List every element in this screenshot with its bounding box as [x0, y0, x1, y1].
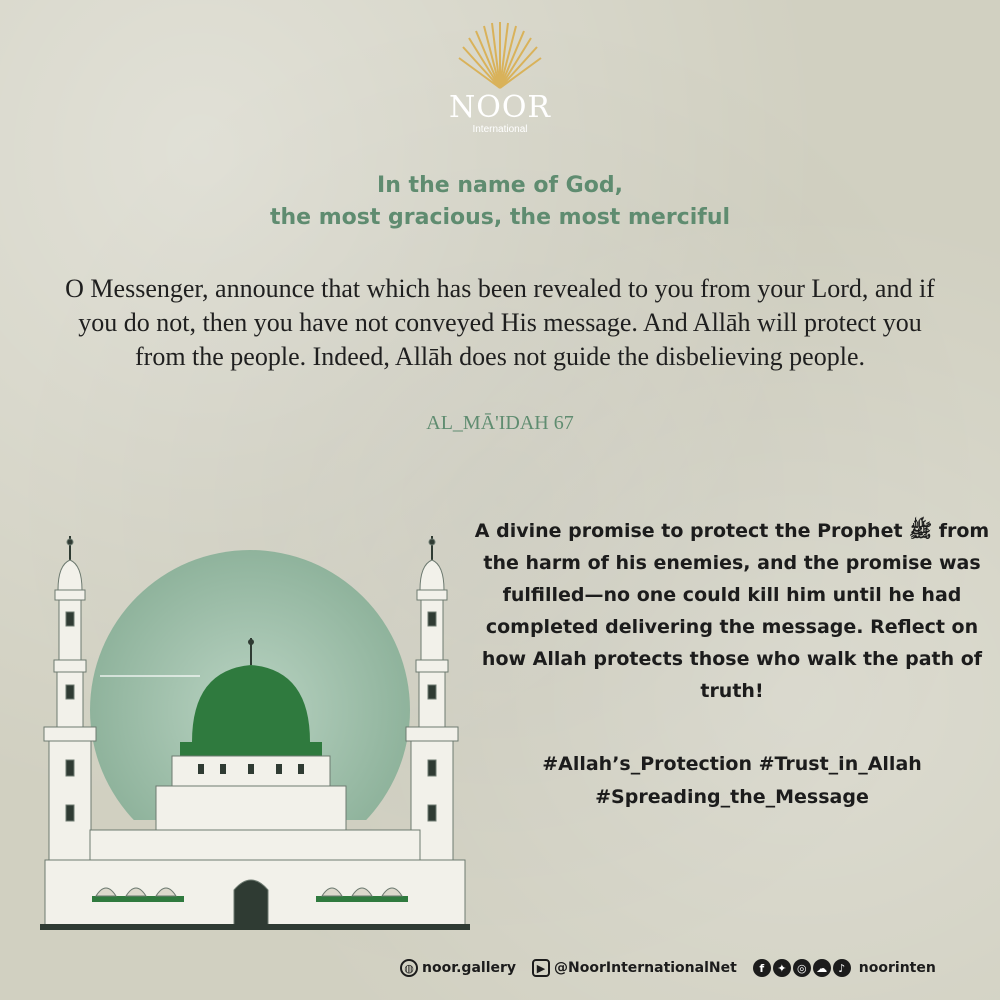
youtube-icon: ▶: [532, 959, 550, 977]
bismillah-line-2: the most gracious, the most merciful: [269, 205, 731, 230]
verse-reference: AL_MĀ'IDAH 67: [426, 412, 574, 434]
footer-social: [400, 954, 960, 982]
noor-logo: [430, 18, 570, 153]
hashtag-line-2: #Spreading_the_Message: [595, 786, 869, 808]
facebook-icon[interactable]: f: [753, 959, 771, 977]
youtube-link[interactable]: [532, 959, 737, 977]
brand-name: NOOR: [448, 90, 552, 125]
bismillah-line-1: In the name of God,: [377, 173, 623, 198]
brand-subtitle: International: [472, 124, 528, 135]
globe-icon: ◍: [400, 959, 418, 977]
hashtags: [462, 748, 1000, 814]
tiktok-icon[interactable]: ♪: [833, 959, 851, 977]
twitter-icon[interactable]: ✦: [773, 959, 791, 977]
instagram-icon[interactable]: ◎: [793, 959, 811, 977]
cloud-icon[interactable]: ☁: [813, 959, 831, 977]
social-handle: noorinten: [858, 960, 936, 976]
hashtag-line-1: #Allah’s_Protection #Trust_in_Allah: [542, 753, 922, 775]
right-minaret: [406, 536, 458, 861]
social-links[interactable]: [753, 959, 936, 977]
mosque-illustration: [30, 520, 470, 940]
verse-text: O Messenger, announce that which has been revealed to you from your Lord, and if you do not, then you have not conveyed His message. And Allāh will protect you from the people. Indeed, Allāh does not guide the disbelieving people.: [65, 274, 935, 371]
youtube-text: @NoorInternationalNet: [554, 960, 737, 976]
sunburst-icon: [455, 18, 545, 90]
bismillah-heading: [150, 170, 850, 234]
reflection-text: A divine promise to protect the Prophet ﷺ from the harm of his enemies, and the promise was fulfilled—no one could kill him until he had completed delivering the message. Reflect on how Allah protects those who walk the path of truth!: [474, 520, 990, 702]
website-text: noor.gallery: [422, 960, 517, 976]
mosque-base: [40, 830, 470, 930]
website-link[interactable]: [400, 959, 516, 977]
left-minaret: [44, 536, 96, 861]
